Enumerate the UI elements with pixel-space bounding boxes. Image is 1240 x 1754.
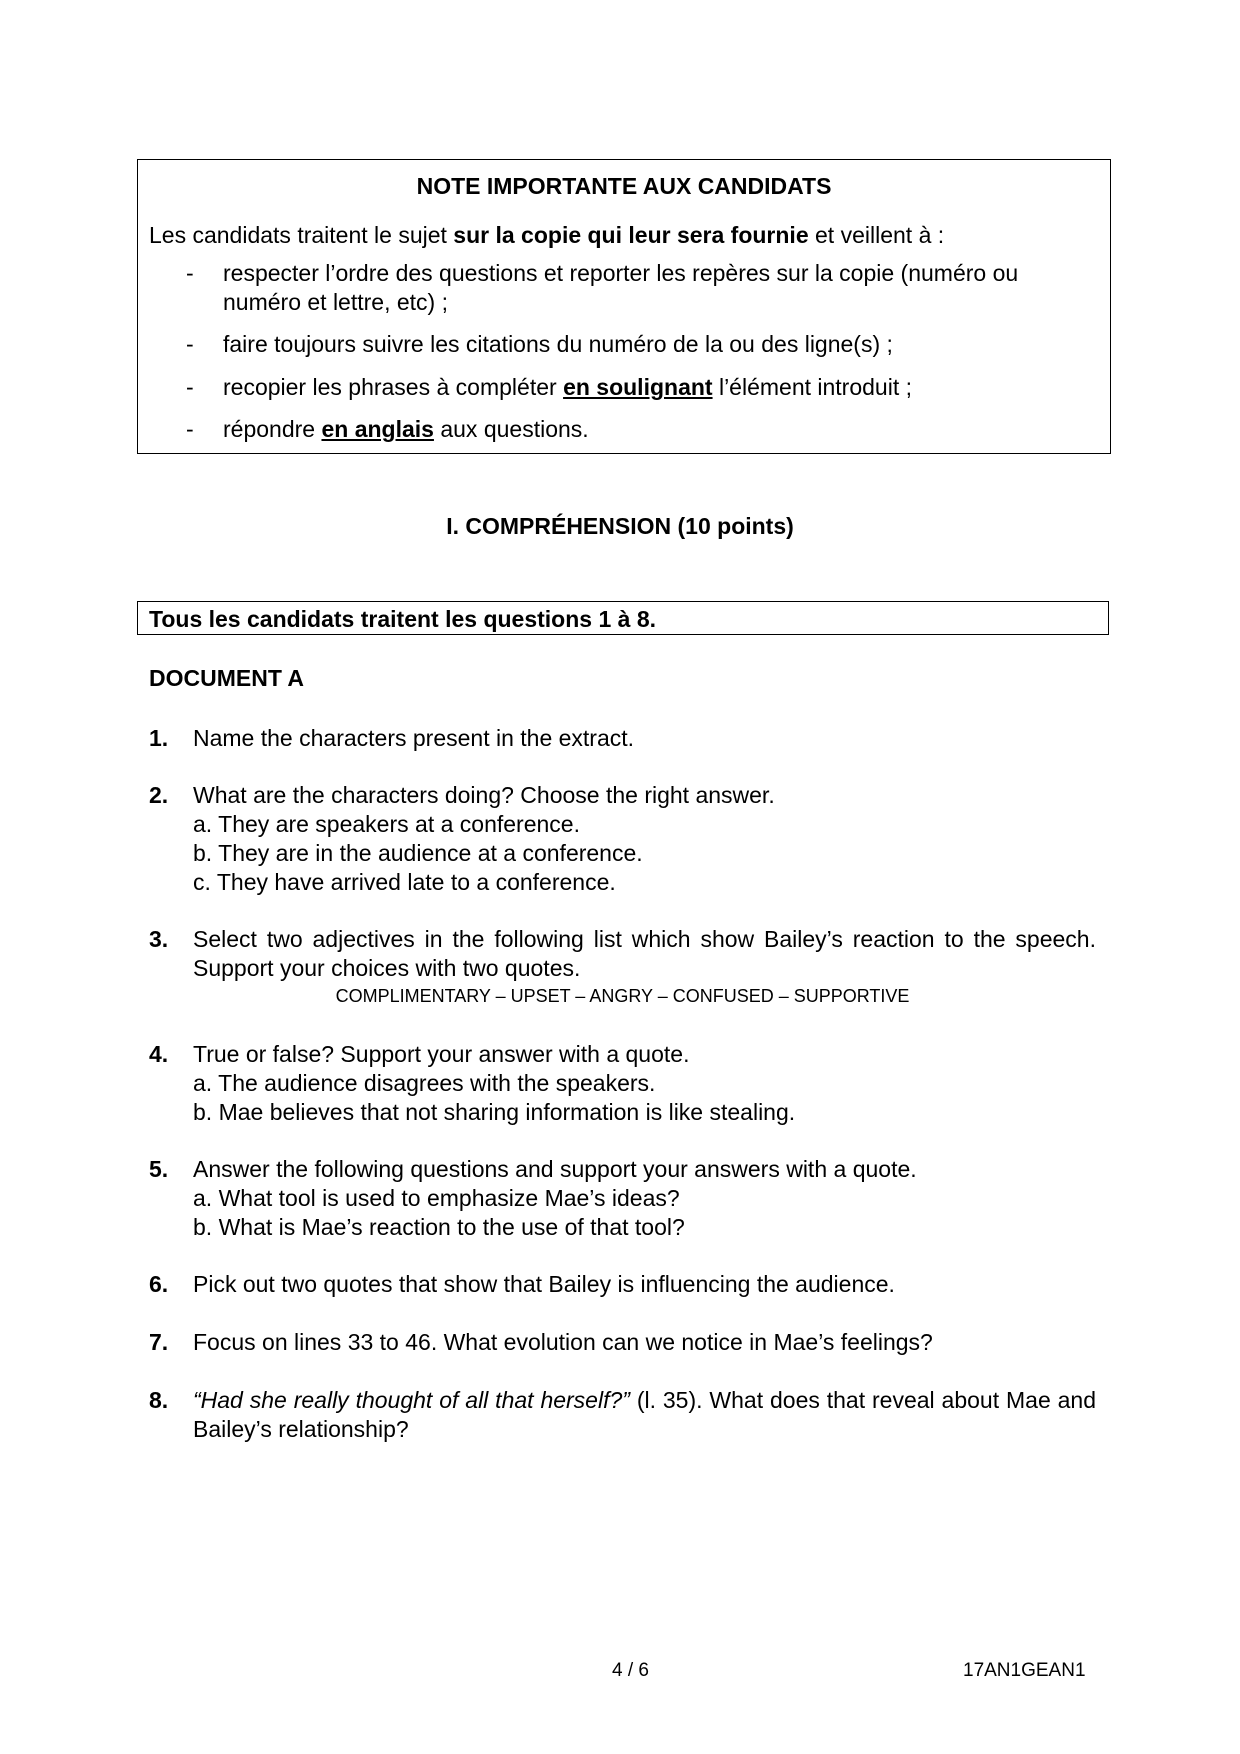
bullet-dash: - bbox=[186, 260, 194, 286]
note-intro-end: et veillent à : bbox=[808, 222, 945, 248]
question-number: 4. bbox=[149, 1041, 169, 1067]
option-b: b. They are in the audience at a conference. bbox=[193, 840, 643, 866]
instruction-text: Tous les candidats traitent les questions 1 à 8. bbox=[149, 606, 656, 632]
note-item-4-post: aux questions. bbox=[433, 416, 589, 442]
option-b: b. What is Mae’s reaction to the use of that tool? bbox=[193, 1214, 685, 1240]
question-text: Select two adjectives in the following list which show Bailey’s reaction to the speech. Support your choices with two quotes. bbox=[193, 926, 1096, 981]
question-text: Focus on lines 33 to 46. What evolution can we notice in Mae’s feelings? bbox=[193, 1329, 933, 1355]
note-intro-text: Les candidats traitent le sujet bbox=[149, 222, 454, 248]
question-text: Answer the following questions and support your answers with a quote. bbox=[193, 1156, 917, 1182]
note-item-4-pre: répondre bbox=[223, 416, 322, 442]
document-title: DOCUMENT A bbox=[149, 665, 305, 691]
question-text: Pick out two quotes that show that Bailey is influencing the audience. bbox=[193, 1271, 895, 1297]
page-number: 4 / 6 bbox=[612, 1660, 649, 1681]
question-body bbox=[193, 1155, 1096, 1242]
question-number: 7. bbox=[149, 1329, 169, 1355]
option-c: c. They have arrived late to a conference. bbox=[193, 869, 616, 895]
section-title: I. COMPRÉHENSION (10 points) bbox=[446, 513, 794, 539]
note-item-4-underlined: en anglais bbox=[321, 416, 434, 442]
document-code: 17AN1GEAN1 bbox=[963, 1660, 1086, 1681]
question-text: What are the characters doing? Choose the right answer. bbox=[193, 782, 775, 808]
note-intro bbox=[149, 222, 944, 249]
question-text-rest: (l. 35). What does that reveal about Mae and Bailey’s relationship? bbox=[193, 1387, 1097, 1442]
note-item-text: respecter l’ordre des questions et reporter les repères sur la copie (numéro ou numéro et lettre, etc) ; bbox=[223, 260, 1019, 315]
bullet-dash: - bbox=[186, 374, 194, 400]
question-text: True or false? Support your answer with a quote. bbox=[193, 1041, 690, 1067]
question-text bbox=[193, 1386, 1096, 1444]
question-body bbox=[193, 1040, 1096, 1127]
note-item-text bbox=[223, 373, 1100, 402]
question-number: 1. bbox=[149, 725, 169, 751]
question-quote: “Had she really thought of all that herself?” bbox=[193, 1387, 630, 1413]
option-a: a. The audience disagrees with the speakers. bbox=[193, 1070, 656, 1096]
question-number: 2. bbox=[149, 782, 169, 808]
note-item-text bbox=[223, 415, 1100, 444]
question-number: 6. bbox=[149, 1271, 169, 1297]
question-number: 3. bbox=[149, 926, 169, 952]
note-item-3-underlined: en soulignant bbox=[563, 374, 713, 400]
option-a: a. What tool is used to emphasize Mae’s ideas? bbox=[193, 1185, 680, 1211]
question-body bbox=[193, 925, 1096, 1009]
option-b: b. Mae believes that not sharing information is like stealing. bbox=[193, 1099, 796, 1125]
important-note-box bbox=[137, 159, 1111, 454]
bullet-dash: - bbox=[186, 331, 194, 357]
note-item-text: faire toujours suivre les citations du numéro de la ou des ligne(s) ; bbox=[223, 331, 893, 357]
question-number: 8. bbox=[149, 1387, 169, 1413]
note-item-3-post: l’élément introduit ; bbox=[712, 374, 912, 400]
question-body bbox=[193, 781, 1096, 897]
adjective-list: COMPLIMENTARY – UPSET – ANGRY – CONFUSED – SUPPORTIVE bbox=[335, 986, 910, 1006]
note-intro-bold: sur la copie qui leur sera fournie bbox=[453, 222, 809, 248]
question-text: Name the characters present in the extract. bbox=[193, 725, 635, 751]
note-item-1 bbox=[138, 259, 1110, 317]
instruction-box bbox=[137, 601, 1109, 635]
option-a: a. They are speakers at a conference. bbox=[193, 811, 580, 837]
question-number: 5. bbox=[149, 1156, 169, 1182]
bullet-dash: - bbox=[186, 416, 194, 442]
note-title: NOTE IMPORTANTE AUX CANDIDATS bbox=[416, 173, 832, 199]
note-item-3-pre: recopier les phrases à compléter bbox=[223, 374, 564, 400]
